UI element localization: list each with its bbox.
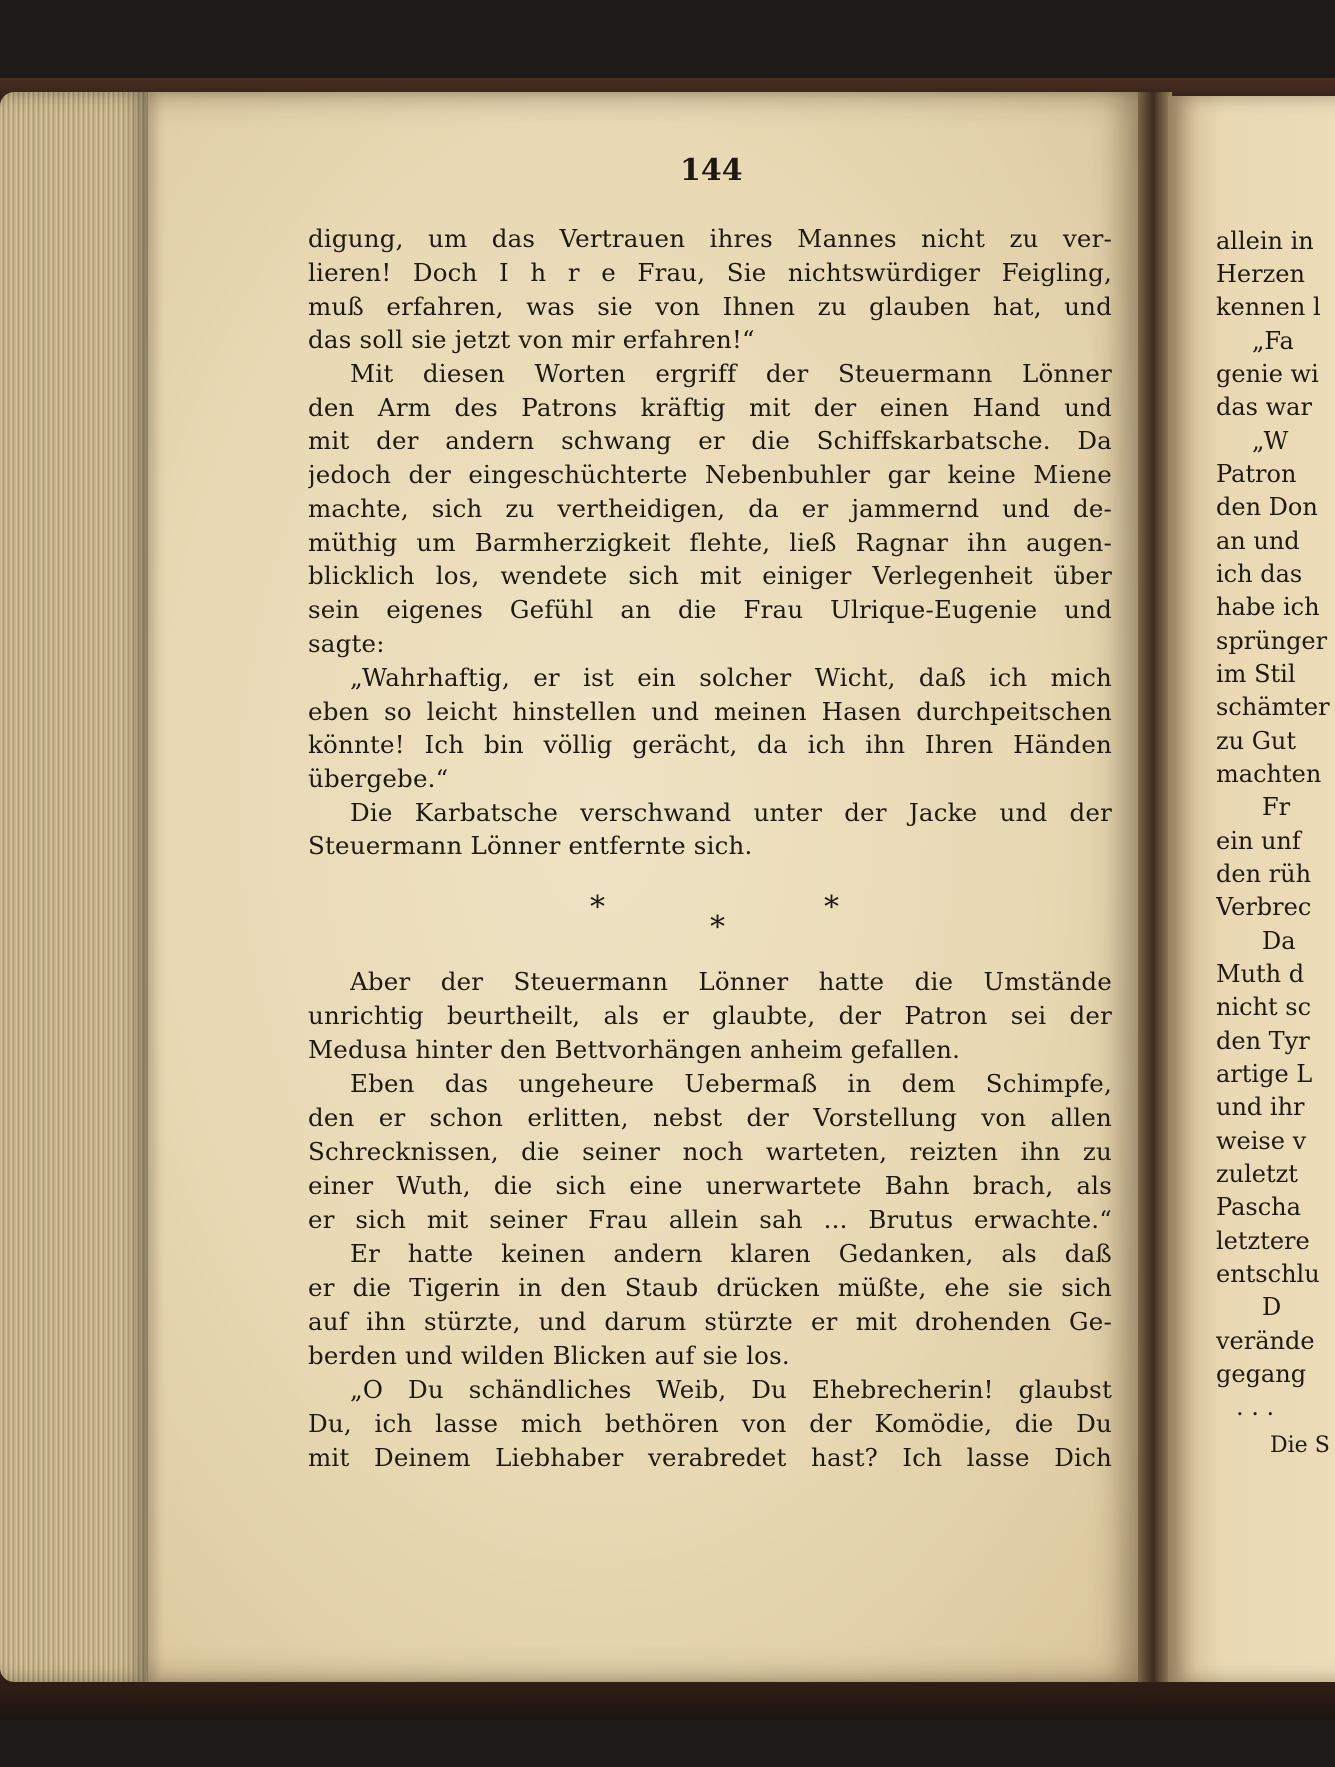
right-page-line: schämter (1216, 693, 1330, 721)
right-page-line: den Don (1216, 493, 1318, 521)
text-line: Er hatte keinen andern klaren Gedanken, als daß (350, 1239, 1112, 1268)
right-page-line: den rüh (1216, 860, 1312, 888)
right-page-line: ein unf (1216, 827, 1301, 855)
text-line: Mit diesen Worten ergriff der Steuermann Lönner (350, 359, 1112, 388)
right-page-line: zu Gut (1216, 727, 1297, 755)
text-line: könnte! Ich bin völlig gerächt, da ich ihn Ihren Händen (308, 730, 1112, 759)
right-page-line: Muth d (1216, 960, 1305, 988)
text-line: sagte: (308, 629, 385, 658)
right-page-line: Fr (1262, 793, 1291, 821)
right-page-line: nicht sc (1216, 993, 1312, 1021)
right-page-line: . . . (1236, 1393, 1275, 1421)
text-line: lieren! Doch I h r e Frau, Sie nichtswürdiger Feigling, (308, 258, 1112, 287)
asterisk: * (824, 890, 839, 925)
text-line: muß erfahren, was sie von Ihnen zu glauben hat, und (308, 292, 1112, 321)
right-page-catchword: Die S (1270, 1433, 1330, 1458)
right-page-line: D (1262, 1293, 1282, 1321)
text-line: eben so leicht hinstellen und meinen Hasen durchpeitschen (308, 697, 1112, 726)
right-page-line: entschlu (1216, 1260, 1320, 1288)
text-line: er die Tigerin in den Staub drücken müßte, ehe sie sich (308, 1273, 1112, 1302)
right-page-line: an und (1216, 527, 1300, 555)
right-page-line: Pascha (1216, 1193, 1301, 1221)
right-page-line: machten (1216, 760, 1322, 788)
right-page-line: im Stil (1216, 660, 1296, 688)
asterisk: * (710, 910, 725, 945)
text-line: berden und wilden Blicken auf sie los. (308, 1341, 790, 1370)
book-gutter (1138, 92, 1172, 1682)
text-line: „Wahrhaftig, er ist ein solcher Wicht, daß ich mich (350, 663, 1112, 692)
text-line: Aber der Steuermann Lönner hatte die Umstände (350, 967, 1112, 996)
right-page-line: genie wi (1216, 360, 1319, 388)
right-page-line: und ihr (1216, 1093, 1305, 1121)
right-page-line: habe ich (1216, 593, 1320, 621)
right-page-line: sprünger (1216, 627, 1328, 655)
right-page-line: allein in (1216, 227, 1314, 255)
page-number: 144 (680, 153, 743, 188)
text-line: Die Karbatsche verschwand unter der Jacke und der (350, 798, 1112, 827)
text-line: sein eigenes Gefühl an die Frau Ulrique-Eugenie und (308, 595, 1112, 624)
text-line: den Arm des Patrons kräftig mit der einen Hand und (308, 393, 1112, 422)
right-page-line: gegang (1216, 1360, 1307, 1388)
right-page-line: Patron (1216, 460, 1297, 488)
right-page-line: ich das (1216, 560, 1303, 588)
text-line: mit Deinem Liebhaber verabredet hast? Ich lasse Dich (308, 1443, 1112, 1472)
right-page-line: verände (1216, 1327, 1315, 1355)
text-line: einer Wuth, die sich eine unerwartete Bahn brach, als (308, 1171, 1112, 1200)
text-line: das soll sie jetzt von mir erfahren!“ (308, 325, 755, 354)
text-line: Steuermann Lönner entfernte sich. (308, 831, 753, 860)
text-line: Medusa hinter den Bettvorhängen anheim gefallen. (308, 1035, 961, 1064)
text-line: auf ihn stürzte, und darum stürzte er mit drohenden Ge- (308, 1307, 1112, 1336)
right-page-line: kennen l (1216, 293, 1321, 321)
right-page-line: weise v (1216, 1127, 1307, 1155)
right-page-line: artige L (1216, 1060, 1313, 1088)
text-line: digung, um das Vertrauen ihres Mannes nicht zu ver- (308, 224, 1112, 253)
right-page-line: Verbrec (1216, 893, 1312, 921)
text-line: Du, ich lasse mich bethören von der Komödie, die Du (308, 1409, 1112, 1438)
text-line: „O Du schändliches Weib, Du Ehebrecherin! glaubst (350, 1375, 1112, 1404)
right-page-line: Herzen (1216, 260, 1305, 288)
text-line: blicklich los, wendete sich mit einiger Verlegenheit über (308, 561, 1112, 590)
right-page-line: zuletzt (1216, 1160, 1298, 1188)
right-page-line: „W (1252, 427, 1289, 455)
text-line: unrichtig beurtheilt, als er glaubte, der Patron sei der (308, 1001, 1112, 1030)
right-page-line: letztere (1216, 1227, 1310, 1255)
right-page-line: Da (1262, 927, 1296, 955)
right-page-line: das war (1216, 393, 1312, 421)
text-line: jedoch der eingeschüchterte Nebenbuhler gar keine Miene (308, 460, 1112, 489)
text-line: er sich mit seiner Frau allein sah ... Brutus erwachte.“ (308, 1205, 1112, 1234)
right-page-line: den Tyr (1216, 1027, 1310, 1055)
asterisk: * (590, 890, 605, 925)
text-line: machte, sich zu vertheidigen, da er jammernd und de- (308, 494, 1112, 523)
text-line: müthig um Barmherzigkeit flehte, ließ Ragnar ihn augen- (308, 528, 1112, 557)
text-line: Eben das ungeheure Uebermaß in dem Schimpfe, (350, 1069, 1112, 1098)
text-line: übergebe.“ (308, 764, 449, 793)
section-separator (560, 890, 860, 960)
page-edges (0, 92, 150, 1682)
right-page-line: „Fa (1252, 327, 1294, 355)
text-line: mit der andern schwang er die Schiffskarbatsche. Da (308, 426, 1112, 455)
text-line: den er schon erlitten, nebst der Vorstellung von allen (308, 1103, 1112, 1132)
text-line: Schrecknissen, die seiner noch warteten, reizten ihn zu (308, 1137, 1112, 1166)
